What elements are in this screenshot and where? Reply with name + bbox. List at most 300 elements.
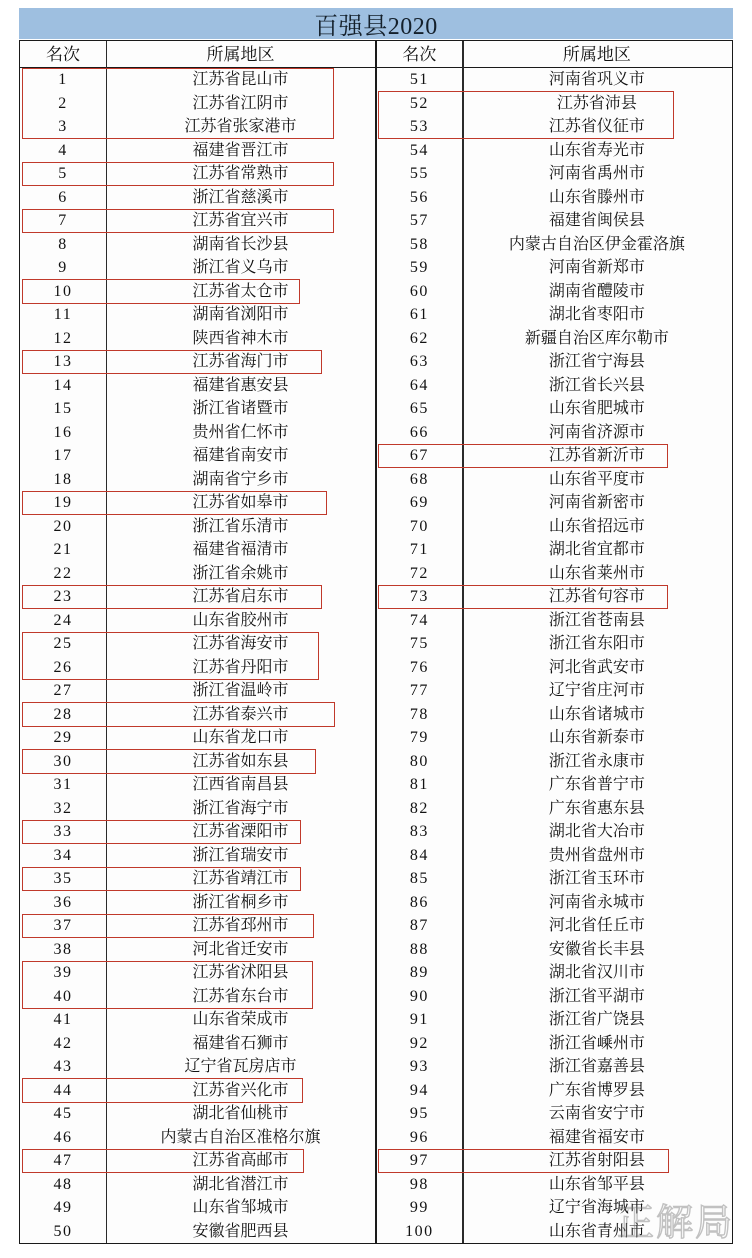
- table-row: [20, 397, 375, 421]
- header-region-left: 所属地区: [206, 45, 275, 64]
- table-row: [20, 1032, 375, 1056]
- table-row: [376, 632, 731, 656]
- cell-rank: 10: [53, 282, 73, 300]
- table-row: [376, 1149, 731, 1173]
- ranking-table: [19, 40, 733, 1244]
- cell-region: 山东省新泰市: [548, 729, 645, 746]
- table-row: [376, 468, 731, 492]
- cell-rank: 54: [409, 141, 429, 159]
- cell-rank: 24: [53, 611, 73, 629]
- page-title: 百强县2020: [314, 14, 438, 40]
- cell-region: 福建省福清市: [192, 541, 289, 558]
- table-row: [376, 515, 731, 539]
- cell-rank: 45: [53, 1105, 73, 1122]
- cell-region: 湖北省潜江市: [192, 1175, 289, 1193]
- table-row: [20, 209, 375, 233]
- cell-region: 江苏省溧阳市: [192, 823, 289, 840]
- cell-rank: 38: [53, 940, 73, 958]
- cell-region: 江苏省邳州市: [192, 917, 289, 934]
- cell-region: 江苏省如皋市: [192, 494, 289, 511]
- table-row: [376, 397, 731, 421]
- cell-rank: 70: [409, 517, 429, 535]
- cell-region: 河南省禹州市: [548, 165, 645, 182]
- cell-region: 江苏省启东市: [192, 588, 289, 605]
- table-row: [20, 162, 375, 186]
- table-row: [20, 515, 375, 539]
- cell-rank: 40: [53, 987, 73, 1005]
- cell-region: 河南省新密市: [548, 494, 645, 511]
- cell-rank: 87: [409, 917, 429, 934]
- table-row: [20, 1220, 375, 1244]
- cell-region: 浙江省苍南县: [548, 611, 645, 629]
- table-row: [20, 632, 375, 656]
- cell-rank: 56: [409, 188, 429, 206]
- table-row: [376, 374, 731, 398]
- cell-rank: 63: [409, 353, 429, 370]
- table-row: [20, 656, 375, 680]
- cell-region: 山东省荣成市: [192, 1011, 289, 1028]
- cell-region: 江苏省昆山市: [192, 71, 289, 88]
- table-row: [20, 726, 375, 750]
- cell-rank: 65: [409, 400, 429, 417]
- cell-region: 山东省邹平县: [548, 1175, 645, 1193]
- cell-rank: 73: [409, 588, 429, 605]
- table-row: [20, 1008, 375, 1032]
- table-row: [376, 139, 731, 163]
- cell-rank: 18: [53, 470, 73, 488]
- cell-rank: 5: [58, 165, 68, 182]
- cell-region: 浙江省余姚市: [192, 564, 289, 582]
- cell-region: 江苏省海安市: [192, 635, 289, 652]
- table-title-banner: [19, 8, 733, 39]
- cell-region: 湖北省汉川市: [548, 964, 645, 981]
- table-row: [20, 256, 375, 280]
- cell-region: 河北省任丘市: [548, 917, 645, 934]
- cell-rank: 19: [53, 494, 73, 511]
- cell-region: 山东省平度市: [548, 470, 645, 488]
- cell-region: 河北省武安市: [548, 658, 645, 676]
- table-row: [376, 914, 731, 938]
- cell-region: 山东省肥城市: [548, 400, 645, 417]
- cell-rank: 49: [53, 1199, 73, 1216]
- cell-region: 浙江省义乌市: [192, 259, 289, 276]
- cell-region: 山东省青州市: [548, 1222, 645, 1240]
- table-row: [20, 679, 375, 703]
- cell-rank: 48: [53, 1175, 73, 1193]
- cell-rank: 22: [53, 564, 73, 582]
- cell-rank: 50: [53, 1222, 73, 1240]
- table-row: [20, 303, 375, 327]
- cell-region: 山东省莱州市: [548, 564, 645, 582]
- cell-region: 湖南省醴陵市: [548, 282, 645, 300]
- table-row: [376, 1008, 731, 1032]
- cell-rank: 68: [409, 470, 429, 488]
- table-row: [376, 444, 731, 468]
- cell-region: 湖北省宜都市: [548, 541, 645, 558]
- table-row: [20, 985, 375, 1009]
- cell-rank: 37: [53, 917, 73, 934]
- cell-region: 浙江省平湖市: [548, 987, 645, 1005]
- cell-rank: 36: [53, 893, 73, 911]
- cell-rank: 78: [409, 705, 429, 723]
- table-row: [376, 68, 731, 92]
- cell-region: 河南省济源市: [548, 423, 645, 441]
- cell-region: 江苏省兴化市: [192, 1081, 289, 1099]
- table-row: [376, 867, 731, 891]
- cell-rank: 30: [53, 752, 73, 770]
- cell-rank: 77: [409, 682, 429, 699]
- cell-rank: 46: [53, 1128, 73, 1146]
- table-row: [20, 538, 375, 562]
- cell-rank: 2: [58, 94, 68, 112]
- cell-rank: 79: [409, 729, 429, 746]
- table-row: [20, 468, 375, 492]
- cell-rank: 52: [409, 94, 429, 112]
- cell-region: 内蒙古自治区伊金霍洛旗: [508, 235, 685, 253]
- table-row: [376, 891, 731, 915]
- cell-rank: 84: [409, 846, 429, 864]
- cell-region: 江苏省沭阳县: [192, 964, 289, 981]
- table-row: [376, 820, 731, 844]
- table-row: [376, 985, 731, 1009]
- cell-region: 湖北省大冶市: [548, 823, 645, 840]
- cell-rank: 1: [58, 71, 68, 88]
- cell-rank: 71: [409, 541, 429, 558]
- table-row: [20, 68, 375, 92]
- cell-region: 广东省普宁市: [548, 776, 645, 793]
- table-row: [20, 186, 375, 210]
- cell-rank: 15: [53, 400, 73, 417]
- cell-rank: 74: [409, 611, 429, 629]
- table-row: [20, 562, 375, 586]
- cell-rank: 44: [53, 1081, 73, 1099]
- table-body-left: [20, 68, 375, 1243]
- cell-rank: 25: [53, 635, 73, 652]
- cell-region: 山东省邹城市: [192, 1199, 289, 1216]
- cell-rank: 11: [53, 306, 73, 323]
- cell-region: 湖南省长沙县: [192, 235, 289, 253]
- cell-rank: 26: [53, 658, 73, 676]
- cell-rank: 98: [409, 1175, 429, 1193]
- table-row: [20, 115, 375, 139]
- table-row: [20, 938, 375, 962]
- cell-region: 江苏省新沂市: [548, 447, 645, 464]
- cell-rank: 7: [58, 212, 68, 229]
- table-row: [376, 92, 731, 116]
- table-row: [376, 162, 731, 186]
- cell-region: 河南省永城市: [548, 893, 645, 911]
- table-row: [376, 609, 731, 633]
- cell-region: 湖南省宁乡市: [192, 470, 289, 488]
- cell-region: 河北省迁安市: [192, 940, 289, 958]
- cell-rank: 83: [409, 823, 429, 840]
- cell-rank: 29: [53, 729, 73, 746]
- cell-rank: 42: [53, 1034, 73, 1052]
- table-row: [20, 867, 375, 891]
- table-row: [20, 1055, 375, 1079]
- cell-rank: 66: [409, 423, 429, 441]
- table-row: [376, 585, 731, 609]
- table-row: [376, 1055, 731, 1079]
- table-row: [376, 656, 731, 680]
- cell-region: 浙江省玉环市: [548, 870, 645, 887]
- cell-rank: 16: [53, 423, 73, 441]
- table-row: [20, 1173, 375, 1197]
- table-row: [376, 115, 731, 139]
- cell-rank: 27: [53, 682, 73, 699]
- table-row: [376, 844, 731, 868]
- cell-region: 江苏省江阴市: [192, 94, 289, 112]
- table-row: [20, 820, 375, 844]
- cell-region: 广东省惠东县: [548, 799, 645, 817]
- table-row: [20, 891, 375, 915]
- cell-rank: 6: [58, 188, 68, 206]
- cell-rank: 4: [58, 141, 68, 159]
- cell-region: 广东省博罗县: [548, 1081, 645, 1099]
- cell-region: 江苏省海门市: [192, 353, 289, 370]
- cell-region: 山东省招远市: [548, 517, 645, 535]
- table-row: [20, 421, 375, 445]
- cell-rank: 80: [409, 752, 429, 770]
- table-row: [376, 1102, 731, 1126]
- cell-region: 浙江省长兴县: [548, 376, 645, 394]
- cell-rank: 12: [53, 329, 73, 347]
- table-row: [376, 726, 731, 750]
- cell-rank: 41: [53, 1011, 73, 1028]
- cell-rank: 31: [53, 776, 73, 793]
- table-row: [20, 139, 375, 163]
- table-row: [376, 303, 731, 327]
- table-row: [20, 585, 375, 609]
- cell-region: 浙江省宁海县: [548, 353, 645, 370]
- cell-region: 浙江省乐清市: [192, 517, 289, 535]
- cell-rank: 96: [409, 1128, 429, 1146]
- table-row: [376, 797, 731, 821]
- cell-region: 江苏省靖江市: [192, 870, 289, 887]
- table-row: [376, 421, 731, 445]
- cell-rank: 72: [409, 564, 429, 582]
- table-row: [376, 209, 731, 233]
- table-row: [376, 562, 731, 586]
- cell-region: 江苏省宜兴市: [192, 212, 289, 229]
- header-rank-right: 名次: [402, 45, 437, 64]
- table-row: [376, 233, 731, 257]
- table-row: [376, 1079, 731, 1103]
- cell-rank: 61: [409, 306, 429, 323]
- cell-region: 辽宁省海城市: [548, 1199, 645, 1216]
- cell-region: 山东省胶州市: [192, 611, 289, 629]
- cell-rank: 97: [409, 1152, 429, 1169]
- table-row: [20, 703, 375, 727]
- cell-region: 浙江省嘉善县: [548, 1058, 645, 1075]
- table-row: [20, 1102, 375, 1126]
- cell-region: 浙江省广饶县: [548, 1011, 645, 1028]
- cell-rank: 17: [53, 447, 73, 464]
- cell-rank: 75: [409, 635, 429, 652]
- cell-region: 安徽省长丰县: [548, 940, 645, 958]
- table-row: [376, 350, 731, 374]
- cell-rank: 13: [53, 353, 73, 370]
- cell-region: 辽宁省瓦房店市: [184, 1058, 297, 1075]
- cell-region: 山东省诸城市: [548, 705, 645, 723]
- table-row: [376, 938, 731, 962]
- table-row: [20, 327, 375, 351]
- cell-rank: 82: [409, 799, 429, 817]
- cell-rank: 89: [409, 964, 429, 981]
- table-row: [20, 914, 375, 938]
- cell-rank: 64: [409, 376, 429, 394]
- cell-region: 山东省龙口市: [192, 729, 289, 746]
- cell-region: 浙江省瑞安市: [192, 846, 289, 864]
- cell-region: 浙江省慈溪市: [192, 188, 289, 206]
- cell-region: 福建省闽侯县: [548, 212, 645, 229]
- cell-region: 江苏省丹阳市: [192, 658, 289, 676]
- cell-region: 福建省石狮市: [192, 1034, 289, 1052]
- table-row: [376, 773, 731, 797]
- cell-rank: 62: [409, 329, 429, 347]
- cell-rank: 100: [405, 1222, 434, 1240]
- cell-region: 湖南省浏阳市: [192, 306, 289, 323]
- table-row: [20, 609, 375, 633]
- cell-region: 辽宁省庄河市: [548, 682, 645, 699]
- cell-rank: 8: [58, 235, 68, 253]
- cell-region: 江西省南昌县: [192, 776, 289, 793]
- cell-rank: 57: [409, 212, 429, 229]
- cell-rank: 34: [53, 846, 73, 864]
- cell-region: 浙江省永康市: [548, 752, 645, 770]
- cell-rank: 51: [409, 71, 429, 88]
- table-row: [20, 491, 375, 515]
- cell-region: 福建省惠安县: [192, 376, 289, 394]
- cell-region: 陕西省神木市: [192, 329, 289, 347]
- cell-region: 江苏省泰兴市: [192, 705, 289, 723]
- cell-region: 江苏省如东县: [192, 752, 289, 770]
- cell-rank: 3: [58, 118, 68, 135]
- cell-region: 河南省巩义市: [548, 71, 645, 88]
- cell-rank: 67: [409, 447, 429, 464]
- cell-rank: 99: [409, 1199, 429, 1216]
- cell-rank: 58: [409, 235, 429, 253]
- cell-region: 湖北省枣阳市: [548, 306, 645, 323]
- cell-region: 江苏省射阳县: [548, 1152, 645, 1169]
- cell-region: 浙江省嵊州市: [548, 1034, 645, 1052]
- cell-region: 江苏省东台市: [192, 987, 289, 1005]
- cell-rank: 39: [53, 964, 73, 981]
- cell-region: 江苏省句容市: [548, 588, 645, 605]
- cell-region: 贵州省仁怀市: [192, 423, 289, 441]
- table-row: [20, 233, 375, 257]
- table-row: [376, 538, 731, 562]
- cell-region: 浙江省诸暨市: [192, 400, 289, 417]
- cell-rank: 33: [53, 823, 73, 840]
- table-row: [376, 961, 731, 985]
- cell-rank: 76: [409, 658, 429, 676]
- cell-rank: 88: [409, 940, 429, 958]
- table-row: [20, 961, 375, 985]
- cell-rank: 20: [53, 517, 73, 535]
- cell-rank: 85: [409, 870, 429, 887]
- cell-rank: 94: [409, 1081, 429, 1099]
- cell-rank: 32: [53, 799, 73, 817]
- cell-region: 云南省安宁市: [548, 1105, 645, 1122]
- cell-region: 福建省晋江市: [192, 141, 289, 159]
- cell-region: 江苏省太仓市: [192, 282, 289, 300]
- table-row: [20, 374, 375, 398]
- watermark: 正解局: [617, 1203, 734, 1244]
- table-row: [20, 750, 375, 774]
- cell-region: 内蒙古自治区准格尔旗: [160, 1128, 321, 1146]
- table-row: [376, 186, 731, 210]
- cell-rank: 53: [409, 118, 429, 135]
- cell-rank: 91: [409, 1011, 429, 1028]
- table-row: [20, 1079, 375, 1103]
- table-row: [376, 703, 731, 727]
- header-region-right: 所属地区: [562, 45, 631, 64]
- cell-region: 福建省福安市: [548, 1128, 645, 1146]
- table-row: [20, 280, 375, 304]
- cell-region: 安徽省肥西县: [192, 1222, 289, 1240]
- table-row: [376, 491, 731, 515]
- table-row: [376, 280, 731, 304]
- table-row: [20, 797, 375, 821]
- cell-rank: 23: [53, 588, 73, 605]
- table-row: [20, 1196, 375, 1220]
- cell-region: 山东省滕州市: [548, 188, 645, 206]
- table-row: [20, 92, 375, 116]
- table-row: [376, 1126, 731, 1150]
- cell-region: 浙江省海宁市: [192, 799, 289, 817]
- cell-region: 山东省寿光市: [548, 141, 645, 159]
- cell-region: 江苏省仪征市: [548, 118, 645, 135]
- cell-region: 江苏省常熟市: [192, 165, 289, 182]
- table-body-right: [376, 68, 731, 1243]
- cell-rank: 95: [409, 1105, 429, 1122]
- table-row: [376, 679, 731, 703]
- table-row: [20, 844, 375, 868]
- cell-rank: 35: [53, 870, 73, 887]
- cell-rank: 59: [409, 259, 429, 276]
- cell-rank: 43: [53, 1058, 73, 1075]
- cell-region: 浙江省温岭市: [192, 682, 289, 699]
- cell-rank: 14: [53, 376, 73, 394]
- header-rank-left: 名次: [46, 45, 80, 64]
- cell-rank: 60: [409, 282, 429, 300]
- cell-rank: 47: [53, 1152, 73, 1169]
- cell-rank: 86: [409, 893, 429, 911]
- cell-rank: 9: [58, 259, 68, 276]
- cell-region: 贵州省盘州市: [548, 846, 645, 864]
- table-row: [376, 256, 731, 280]
- cell-region: 江苏省沛县: [556, 94, 637, 112]
- cell-region: 江苏省高邮市: [192, 1152, 289, 1169]
- table-row: [20, 350, 375, 374]
- cell-rank: 28: [53, 705, 73, 723]
- cell-region: 新疆自治区库尔勒市: [524, 329, 669, 347]
- cell-region: 福建省南安市: [192, 447, 289, 464]
- table-row: [20, 1149, 375, 1173]
- table-row: [20, 1126, 375, 1150]
- cell-region: 浙江省东阳市: [548, 635, 645, 652]
- cell-rank: 93: [409, 1058, 429, 1075]
- cell-region: 河南省新郑市: [548, 259, 645, 276]
- table-row: [376, 327, 731, 351]
- cell-rank: 55: [409, 165, 429, 182]
- cell-rank: 90: [409, 987, 429, 1005]
- cell-rank: 81: [409, 776, 429, 793]
- cell-rank: 69: [409, 494, 429, 511]
- table-row: [376, 750, 731, 774]
- table-row: [20, 773, 375, 797]
